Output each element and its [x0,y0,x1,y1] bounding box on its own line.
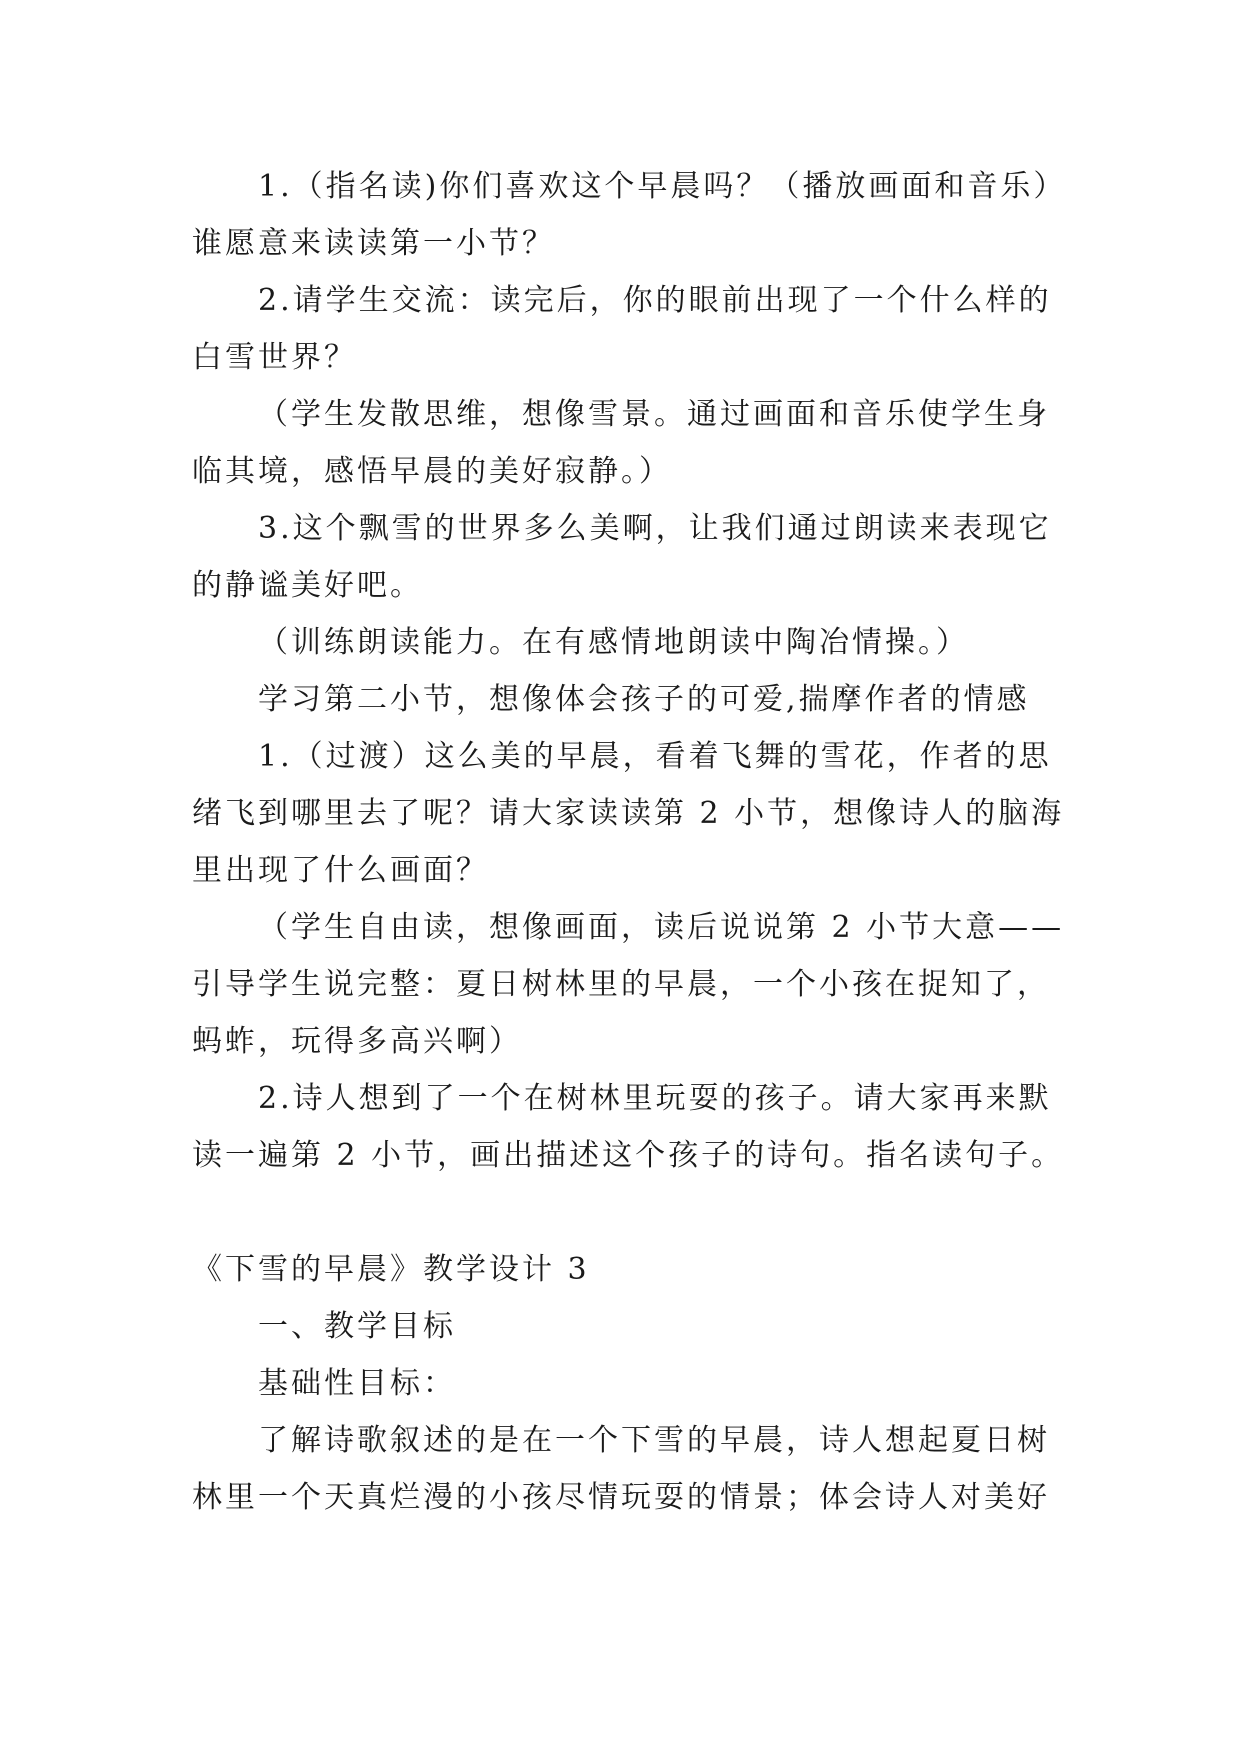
text-line: 2.请学生交流：读完后，你的眼前出现了一个什么样的 [258,283,1052,318]
text-line: （学生发散思维，想像雪景。通过画面和音乐使学生身 [258,397,1050,432]
section-title: 《下雪的早晨》教学设计 3 [192,1252,590,1287]
text-line: 3.这个飘雪的世界多么美啊，让我们通过朗读来表现它 [258,511,1052,546]
text-line: （训练朗读能力。在有感情地朗读中陶冶情操。） [258,625,969,660]
text-line: 学习第二小节，想像体会孩子的可爱,揣摩作者的情感 [258,682,1030,717]
text-line: （学生自由读，想像画面，读后说说第 2 小节大意—— [258,910,1065,945]
section-heading: 一、教学目标 [258,1309,456,1344]
text-line: 了解诗歌叙述的是在一个下雪的早晨，诗人想起夏日树 [258,1423,1050,1458]
text-line: 里出现了什么画面？ [192,853,489,888]
text-line: 白雪世界？ [192,340,357,375]
text-line: 绪飞到哪里去了呢？请大家读读第 2 小节，想像诗人的脑海 [192,796,1065,831]
text-line: 蚂蚱，玩得多高兴啊） [192,1024,522,1059]
subheading: 基础性目标： [258,1366,456,1401]
text-line: 临其境，感悟早晨的美好寂静。） [192,454,672,489]
text-line: 1.（过渡）这么美的早晨，看着飞舞的雪花，作者的思 [258,739,1052,774]
text-line: 的静谧美好吧。 [192,568,423,603]
text-line: 1.（指名读)你们喜欢这个早晨吗？（播放画面和音乐） [258,169,1067,204]
text-line: 林里一个天真烂漫的小孩尽情玩耍的情景；体会诗人对美好 [192,1480,1050,1515]
text-line: 读一遍第 2 小节，画出描述这个孩子的诗句。指名读句子。 [192,1138,1065,1173]
text-line: 引导学生说完整：夏日树林里的早晨，一个小孩在捉知了， [192,967,1050,1002]
text-line: 谁愿意来读读第一小节？ [192,226,555,261]
text-line: 2.诗人想到了一个在树林里玩耍的孩子。请大家再来默 [258,1081,1052,1116]
